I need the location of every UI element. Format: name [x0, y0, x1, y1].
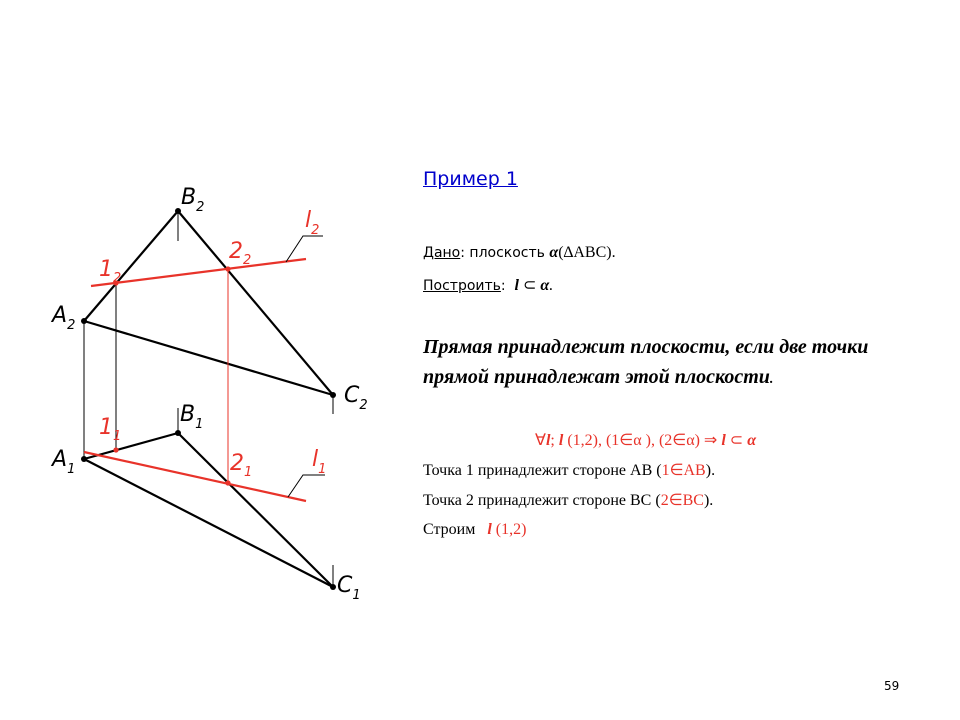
- build-final-line: [423, 521, 526, 539]
- edge-a2c2: [84, 321, 333, 395]
- label-leaders: [286, 236, 325, 497]
- label-a1: $A_1$: [52, 447, 76, 477]
- edge-b2c2: [178, 211, 333, 395]
- point-b1: [175, 430, 181, 436]
- points: [81, 208, 336, 590]
- point2-red: 2∈BC: [660, 492, 704, 509]
- point1-line: [423, 460, 715, 480]
- build-subset: ⊂: [518, 277, 541, 294]
- leader-l1: [288, 475, 325, 497]
- point-a1: [81, 456, 87, 462]
- formula-rest: (1,2), (1∈α ), (2∈α) ⇒: [563, 432, 722, 449]
- build-l: l: [514, 277, 519, 294]
- edge-b1c1: [178, 433, 333, 587]
- label-2-1: $2_1$: [230, 451, 253, 480]
- formula-forall: ∀: [535, 432, 546, 449]
- formula-semicolon: ;: [550, 432, 559, 449]
- point2-suffix: ).: [703, 492, 714, 509]
- label-1-1: $1_1$: [99, 415, 122, 444]
- formula-alpha: α: [747, 432, 757, 449]
- label-1-2: $1_2$: [99, 257, 122, 286]
- point1-red: 1∈AB: [661, 462, 706, 479]
- build-dot: .: [549, 277, 554, 294]
- point-2-2: [225, 266, 230, 271]
- point-a2: [81, 318, 87, 324]
- label-l2: $l_2$: [305, 208, 320, 238]
- build-line: [423, 275, 553, 295]
- build-label: Построить: [423, 278, 501, 294]
- formula-l3: l: [721, 432, 726, 449]
- thesis-text: [423, 332, 923, 395]
- thesis-body: Прямая принадлежит плоскости, если две точки прямой принадлежат этой плоскости: [423, 336, 869, 388]
- build-word: Строим: [423, 521, 476, 538]
- build-alpha: α: [540, 277, 550, 294]
- point-2-1: [225, 480, 230, 485]
- build-final-rest: (1,2): [491, 521, 527, 538]
- given-sep: : плоскость: [460, 245, 550, 261]
- label-2-2: $2_2$: [229, 239, 252, 268]
- given-label: Дано: [423, 245, 461, 261]
- point-c1: [330, 584, 336, 590]
- formula-line: [535, 430, 756, 450]
- example-title-link[interactable]: Пример 1: [423, 168, 518, 190]
- point1-suffix: ).: [705, 462, 716, 479]
- label-a2: $A_2$: [52, 303, 76, 333]
- label-c2: $C_2$: [344, 383, 368, 413]
- triangle-a1b1c1: [84, 433, 333, 587]
- point2-prefix: Точка 2 принадлежит стороне ВС (: [423, 492, 661, 509]
- triangle-a2b2c2: [84, 211, 333, 395]
- label-c1: $C_1$: [337, 573, 361, 603]
- point1-prefix: Точка 1 принадлежит стороне АВ (: [423, 462, 662, 479]
- label-b1: $B_1$: [180, 402, 204, 432]
- build-final-l: l: [487, 521, 492, 538]
- formula-l1: l: [545, 432, 551, 449]
- formula-subset: ⊂: [725, 432, 748, 449]
- thesis-dot: .: [769, 372, 774, 387]
- given-rest: (∆ABC).: [558, 244, 616, 261]
- point2-line: [423, 490, 713, 510]
- label-l1: $l_1$: [312, 447, 327, 477]
- link-lines: [84, 211, 333, 587]
- page-number: 59: [884, 679, 900, 693]
- label-b2: $B_2$: [181, 185, 205, 215]
- formula-l2: l: [558, 432, 564, 449]
- given-alpha: α: [549, 244, 559, 261]
- build-sep: :: [500, 278, 511, 294]
- point-c2: [330, 392, 336, 398]
- given-line: [423, 244, 616, 262]
- line-l2: [91, 259, 306, 286]
- point-1-1: [113, 447, 118, 452]
- edge-a1c1: [84, 459, 333, 587]
